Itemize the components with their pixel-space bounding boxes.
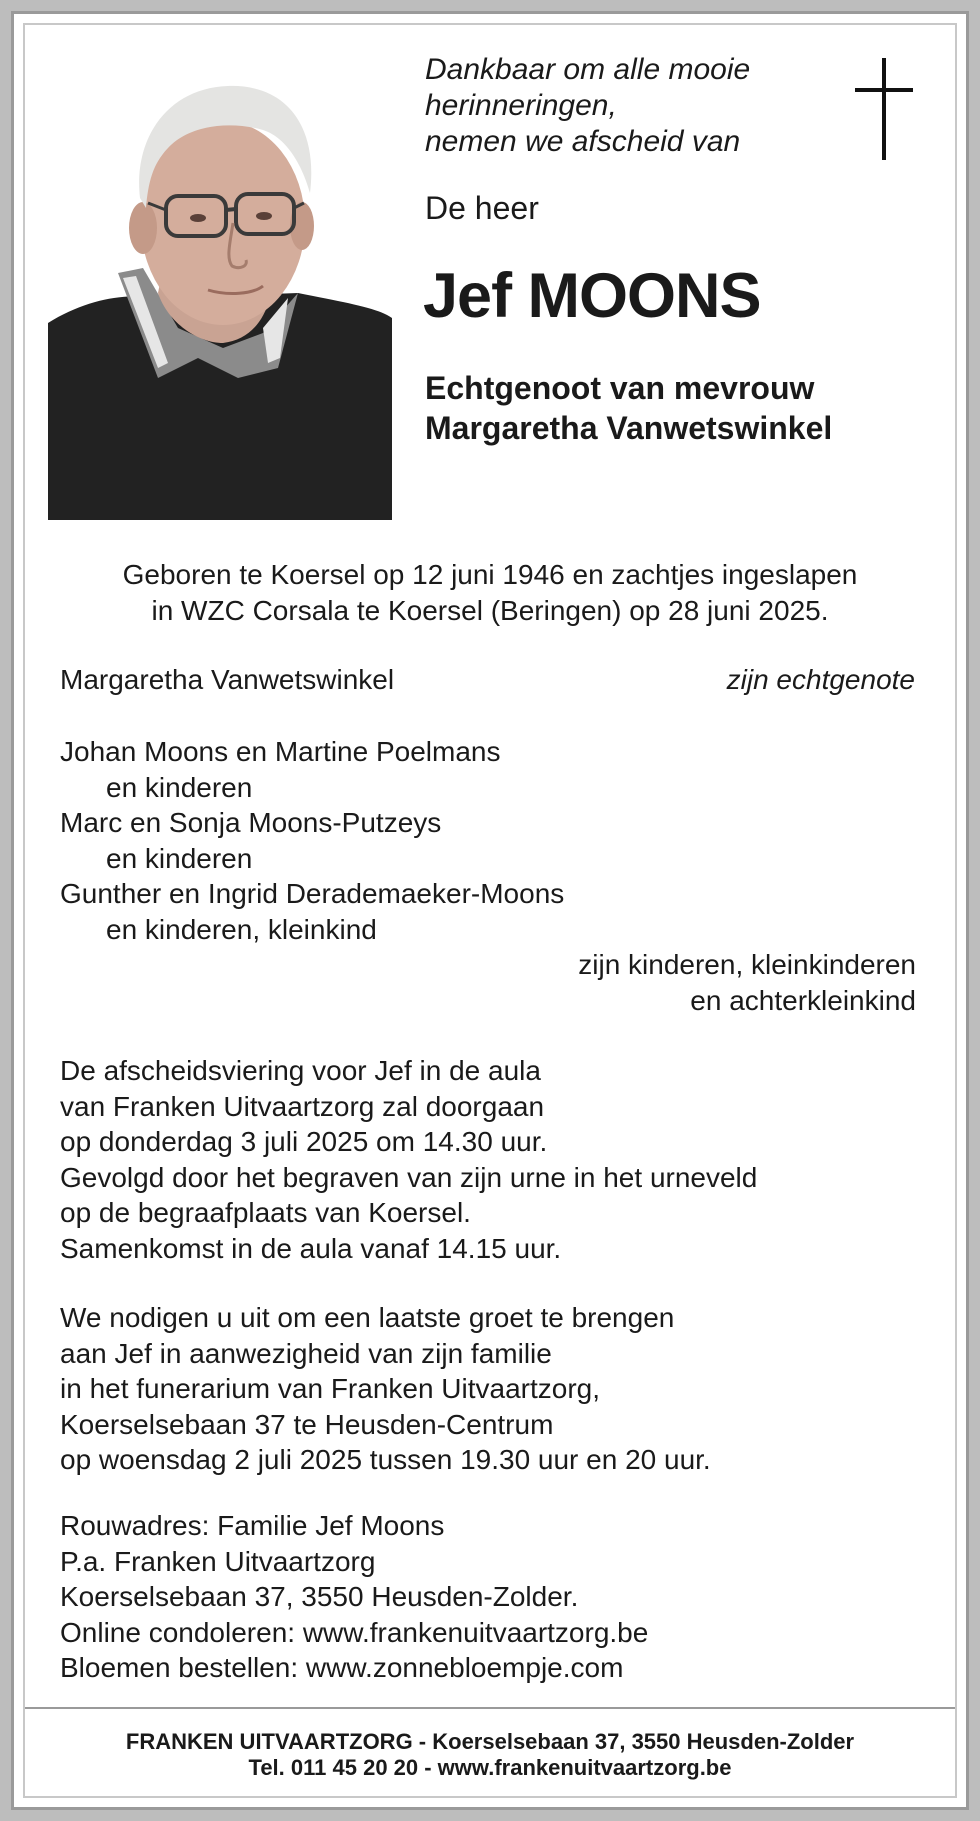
contact-line: Bloemen bestellen: www.zonnebloempje.com <box>60 1652 624 1683</box>
children-relation-line: en achterkleinkind <box>690 984 916 1016</box>
child-name: Johan Moons en Martine Poelmans <box>60 736 501 767</box>
spouse-name: Margaretha Vanwetswinkel <box>60 664 395 695</box>
ceremony-text <box>60 1053 757 1266</box>
intro-line: herinneringen, <box>425 89 617 122</box>
salutation: De heer <box>425 190 539 226</box>
birth-death-text <box>60 557 920 628</box>
intro-line: nemen we afscheid van <box>425 125 741 158</box>
ceremony-line: De afscheidsviering voor Jef in de aula <box>60 1055 541 1086</box>
children-list <box>60 734 564 947</box>
footer-address: FRANKEN UITVAARTZORG - Koerselsebaan 37, 3550 Heusden-Zolder <box>125 1729 855 1754</box>
children-relation-line: zijn kinderen, kleinkinderen <box>578 949 916 980</box>
visitation-text <box>60 1300 711 1478</box>
ceremony-line: Gevolgd door het begraven van zijn urne in het urneveld <box>60 1161 758 1193</box>
children-relation <box>578 947 916 1018</box>
ceremony-line: op de begraafplaats van Koersel. <box>60 1197 471 1228</box>
contact-line: Rouwadres: Familie Jef Moons <box>60 1510 445 1541</box>
ceremony-line: op donderdag 3 juli 2025 om 14.30 uur. <box>60 1126 548 1157</box>
portrait-illustration <box>48 78 392 520</box>
contact-line: Online condoleren: www.frankenuitvaartzorg.be <box>60 1616 649 1648</box>
ceremony-line: Samenkomst in de aula vanaf 14.15 uur. <box>60 1232 562 1264</box>
footer-divider <box>25 1707 955 1709</box>
child-sub: en kinderen <box>106 771 253 803</box>
contact-text <box>60 1508 648 1686</box>
contact-line: Koerselsebaan 37, 3550 Heusden-Zolder. <box>60 1581 579 1612</box>
spouse-heading-line: Echtgenoot van mevrouw <box>425 370 815 406</box>
deceased-name: Jef MOONS <box>423 261 761 331</box>
contact-line: P.a. Franken Uitvaartzorg <box>60 1545 376 1577</box>
spouse-heading <box>425 368 832 448</box>
visitation-line: We nodigen u uit om een laatste groet te brengen <box>60 1302 675 1333</box>
birth-death-line: Geboren te Koersel op 12 juni 1946 en zachtjes ingeslapen <box>122 559 858 590</box>
child-name: Marc en Sonja Moons-Putzeys <box>60 807 442 838</box>
visitation-line: op woensdag 2 juli 2025 tussen 19.30 uur en 20 uur. <box>60 1444 711 1475</box>
birth-death-line: in WZC Corsala te Koersel (Beringen) op 28 juni 2025. <box>151 594 829 626</box>
footer <box>0 1729 980 1781</box>
intro-line: Dankbaar om alle mooie <box>425 53 751 86</box>
child-name: Gunther en Ingrid Derademaeker-Moons <box>60 878 565 909</box>
spouse-heading-line: Margaretha Vanwetswinkel <box>425 410 833 446</box>
portrait-photo <box>48 78 392 520</box>
visitation-line: Koerselsebaan 37 te Heusden-Centrum <box>60 1408 554 1440</box>
child-sub: en kinderen <box>106 842 253 874</box>
footer-contact: Tel. 011 45 20 20 - www.frankenuitvaartzorg.be <box>248 1755 732 1780</box>
ceremony-line: van Franken Uitvaartzorg zal doorgaan <box>60 1090 545 1122</box>
visitation-line: in het funerarium van Franken Uitvaartzorg, <box>60 1373 601 1404</box>
latin-cross-icon <box>855 58 913 160</box>
visitation-line: aan Jef in aanwezigheid van zijn familie <box>60 1337 552 1369</box>
spouse-relation: zijn echtgenote <box>726 664 915 695</box>
child-sub: en kinderen, kleinkind <box>106 913 377 945</box>
spouse-row <box>60 664 915 696</box>
intro-text <box>425 52 750 160</box>
